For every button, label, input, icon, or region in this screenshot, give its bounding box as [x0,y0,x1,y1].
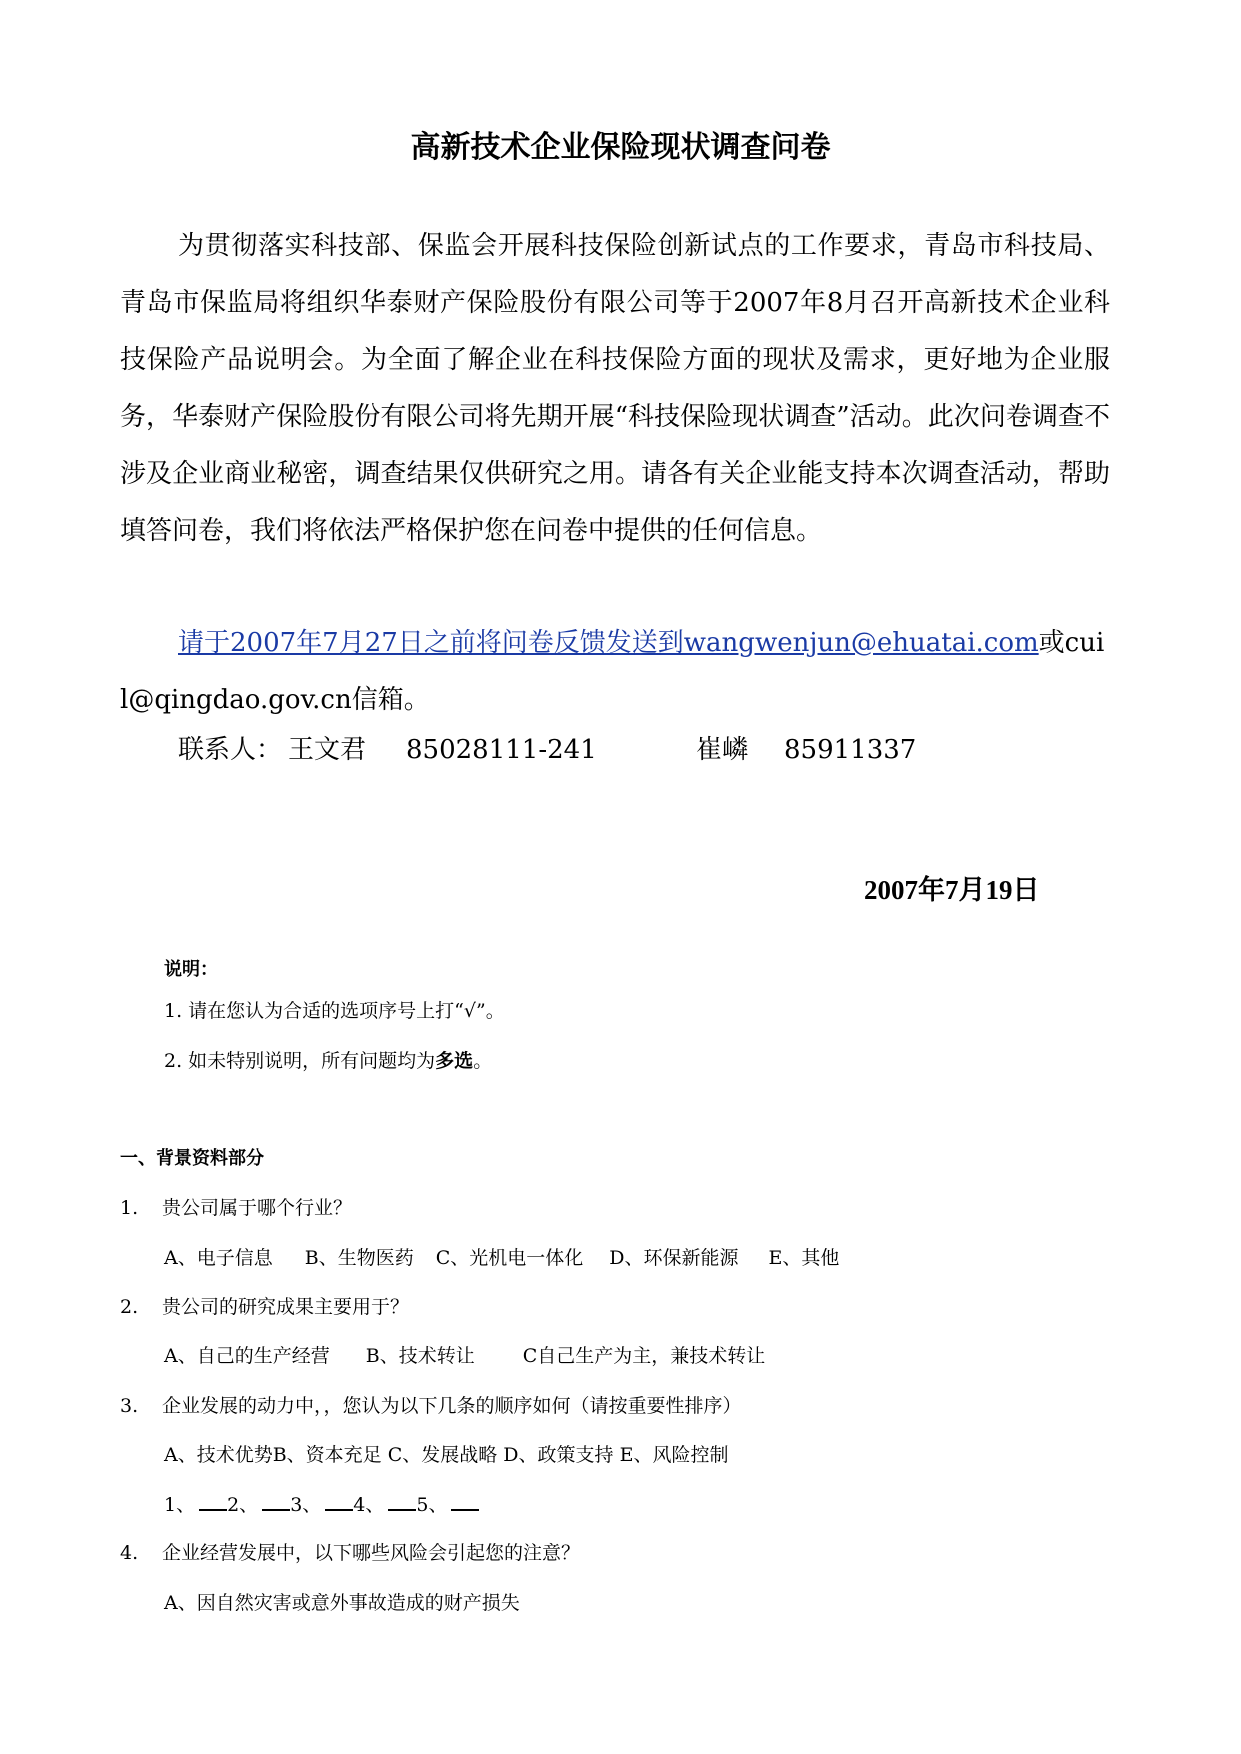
question-text: 企业发展的动力中，，您认为以下几条的顺序如何（请按重要性排序） [162,1395,742,1417]
option-b[interactable]: B、技术转让 [365,1345,475,1367]
rank-label-3: 3、 [290,1494,322,1516]
option-e[interactable]: E、其他 [768,1247,840,1269]
page-title: 高新技术企业保险现状调查问卷 [410,130,831,165]
rank-blank-2[interactable] [262,1491,290,1511]
question-text: 企业经营发展中，以下哪些风险会引起您的注意？ [162,1542,581,1564]
note-item-2-prefix: 2. 如未特别说明，所有问题均为 [164,1050,436,1072]
question-3-options: A、技术优势B、资本充足 C、发展战略 D、政策支持 E、风险控制 [164,1444,729,1466]
question-text: 贵公司属于哪个行业？ [162,1197,353,1219]
question-number: 3. [120,1395,139,1417]
contact-name-2: 崔嶙 [696,735,749,765]
option-c[interactable]: C自己生产为主，兼技术转让 [522,1345,766,1367]
question-1 [120,1195,352,1221]
question-number: 4. [120,1542,139,1564]
option-d[interactable]: D、环保新能源 [609,1247,739,1269]
note-item-2-suffix: 。 [473,1050,493,1072]
contact-phone-1: 85028111-241 [406,735,597,765]
question-3-ranking [164,1491,479,1518]
question-number: 1. [120,1197,139,1219]
note-item-1: 1. 请在您认为合适的选项序号上打“√”。 [164,1000,505,1022]
question-4-options [164,1590,540,1616]
question-1-options [164,1245,859,1271]
rank-label-2: 2、 [227,1494,259,1516]
section-heading: 一、背景资料部分 [120,1148,264,1169]
rank-label-1: 1、 [164,1494,196,1516]
option-a[interactable]: A、电子信息 [164,1247,273,1269]
option-c[interactable]: C、光机电一体化 [435,1247,584,1269]
question-2-options [164,1343,785,1369]
question-number: 2. [120,1296,139,1318]
rank-blank-5[interactable] [451,1491,479,1511]
email-link[interactable]: 请于2007年7月27日之前将问卷反馈发送到wangwenjun@ehuatai.com [178,628,1039,658]
rank-label-5: 5、 [416,1494,448,1516]
deadline-paragraph [120,615,1110,729]
rank-label-4: 4、 [353,1494,385,1516]
intro-paragraph: 为贯彻落实科技部、保监会开展科技保险创新试点的工作要求，青岛市科技局、青岛市保监局将组织华泰财产保险股份有限公司等于2007年8月召开高新技术企业科技保险产品说明会。为全面了解企业在科技保险方面的现状及需求，更好地为企业服务，华泰财产保险股份有限公司将先期开展“科技保险现状调查”活动。此次问卷调查不涉及企业商业秘密，调查结果仅供研究之用。请各有关企业能支持本次调查活动，帮助填答问卷，我们将依法严格保护您在问卷中提供的任何信息。 [120,231,1110,546]
option-a[interactable]: A、自己的生产经营 [164,1345,330,1367]
question-4 [120,1540,580,1566]
option-a[interactable]: A、因自然灾害或意外事故造成的财产损失 [164,1592,520,1614]
question-2 [120,1294,409,1320]
contact-name-1: 王文君 [288,735,367,765]
document-date: 2007年7月19日 [864,875,1040,905]
deadline-rest: 或cuil@qingdao.gov.cn信箱。 [120,628,1105,715]
rank-blank-3[interactable] [325,1491,353,1511]
contact-label: 联系人： [178,735,283,765]
note-item-2 [164,1048,492,1074]
notes-title: 说明： [164,959,218,980]
note-item-2-bold: 多选 [435,1050,474,1072]
option-b[interactable]: B、生物医药 [304,1247,414,1269]
question-text: 贵公司的研究成果主要用于？ [162,1296,410,1318]
rank-blank-4[interactable] [388,1491,416,1511]
contact-phone-2: 85911337 [784,735,917,765]
rank-blank-1[interactable] [199,1491,227,1511]
question-3 [120,1393,742,1419]
contact-line [178,730,916,770]
